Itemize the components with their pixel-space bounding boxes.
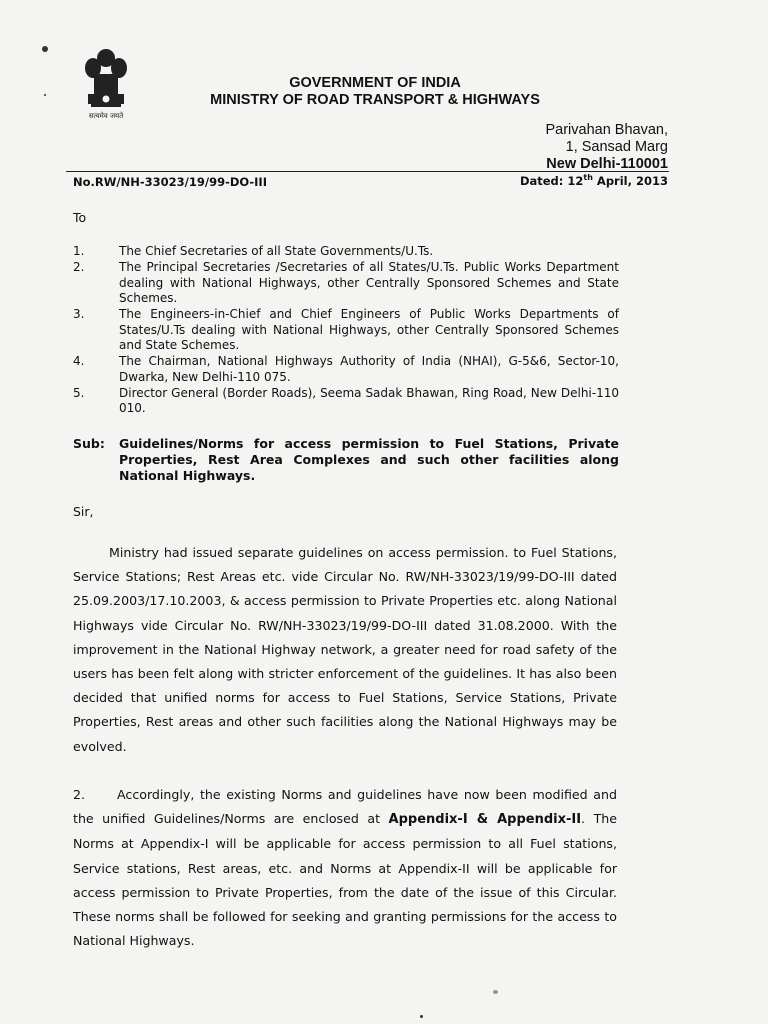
address-line-1: Parivahan Bhavan, — [545, 122, 668, 138]
subject-line — [73, 436, 619, 484]
addressee-number: 5. — [73, 385, 85, 400]
paragraph-2-text-a: Accordingly, the existing Norms and guidelines have now been modified and the unified Guidelines/Norms are enclosed at — [73, 787, 617, 827]
letter-date — [520, 173, 668, 188]
date-prefix: Dated: 12 — [519, 173, 584, 188]
addressee-number: 2. — [73, 260, 85, 274]
paragraph-2-text-b: . The Norms at Appendix-I will be applicable for access permission to all Fuel stations, Service stations, Rest areas, etc. and Norms at Appendix-II will be applicable for access permission to Private Properties, from the date of the issue of this Circular. These norms shall be followed for seeking and granting permissions for the access to National Highways. — [73, 811, 617, 949]
address-line-2: 1, Sansad Marg — [565, 139, 668, 155]
addressee-text: The Chief Secretaries of all State Governments/U.Ts. — [119, 244, 434, 258]
government-name: GOVERNMENT OF INDIA — [289, 75, 461, 91]
scan-speck — [44, 94, 46, 96]
office-address — [545, 122, 668, 173]
subject-label: Sub: — [73, 436, 105, 451]
letterhead-title — [160, 75, 590, 109]
date-ordinal: th — [583, 173, 593, 182]
paragraph-2-number: 2. — [73, 787, 86, 802]
emblem-caption: सत्यमेव जयते — [88, 112, 124, 120]
addressee-list — [73, 244, 619, 417]
addressee-item — [73, 244, 619, 260]
salutation: Sir, — [73, 504, 94, 519]
reference-number: No.RW/NH-33023/19/99-DO-III — [73, 175, 267, 189]
paragraph-1-text: Ministry had issued separate guidelines on access permission. to Fuel Stations, Service Stations; Rest Areas etc. vide Circular No. RW/NH-33023/19/99-DO-III dated 25.09.2003/17.10.2003, & access permission to Private Properties etc. along National Highways vide Circular No. RW/NH-33023/19/99-DO-III dated 31.08.2000. With the improvement in the National Highway network, a greater need for road safety of the users has been felt along with stricter enforcement of the guidelines. It has also been decided that unified norms for access to Fuel Stations, Service Stations, Private Properties, Rest areas and other such facilities along the National Highways may be evolved. — [73, 545, 617, 754]
paragraph-1 — [73, 541, 617, 759]
header-divider — [66, 171, 669, 172]
addressee-item — [73, 386, 619, 417]
paragraph-2 — [73, 783, 617, 953]
subject-text: Guidelines/Norms for access permission to Fuel Stations, Private Properties, Rest Area Complexes and such other facilities along National Highways. — [119, 436, 619, 483]
addressee-number: 1. — [73, 244, 85, 258]
addressee-item — [73, 307, 619, 354]
addressee-item — [73, 260, 619, 307]
date-suffix: April, 2013 — [592, 173, 668, 188]
ministry-name: MINISTRY OF ROAD TRANSPORT & HIGHWAYS — [210, 92, 540, 108]
addressee-number: 3. — [73, 307, 85, 321]
addressee-text: The Chairman, National Highways Authority of India (NHAI), G-5&6, Sector-10, Dwarka, New Delhi-110 075. — [119, 354, 619, 384]
appendix-reference: Appendix-I & Appendix-II — [388, 812, 582, 828]
addressee-text: The Engineers-in-Chief and Chief Engineers of Public Works Departments of States/U.Ts dealing with National Highways, other Centrally Sponsored Schemes and State Schemes. — [119, 307, 619, 352]
addressee-item — [73, 354, 619, 385]
scan-speck — [493, 990, 498, 994]
addressee-number: 4. — [73, 354, 85, 368]
scan-speck — [42, 46, 48, 52]
addressee-text: Director General (Border Roads), Seema Sadak Bhawan, Ring Road, New Delhi-110 010. — [119, 385, 619, 415]
state-emblem-icon — [80, 44, 132, 124]
scan-speck — [420, 1015, 423, 1018]
addressee-text: The Principal Secretaries /Secretaries of all States/U.Ts. Public Works Department dealing with National Highways, other Centrally Sponsored Schemes and State Schemes. — [119, 260, 619, 305]
to-label: To — [73, 210, 87, 225]
address-line-3: New Delhi-110001 — [546, 156, 668, 172]
